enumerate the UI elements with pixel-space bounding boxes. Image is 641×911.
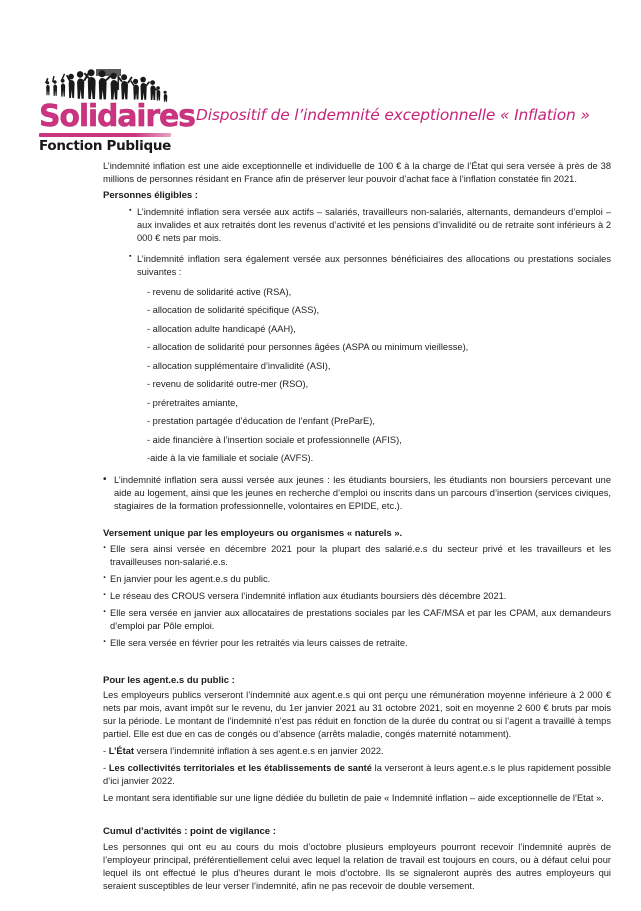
document-body <box>0 154 641 893</box>
agents-paragraph: Les employeurs publics verseront l’indemnité aux agent.e.s qui ont perçu une rémunération moyenne inférieure à 2 000 € nets par mois, avant impôt sur le revenu, du 1er janvier 2021 au 31 octobre 2021, soit en moyenne 2 600 € bruts par mois sur la période. Le montant de l’indemnité n’est pas réduit en fonction de la durée du contrat ou si l’agent a travaillé à temps partiel. Elle est due en cas de congés ou d’absence (arrêts maladie, congés maternité notamment). <box>103 690 611 740</box>
list-item: - allocation de solidarité pour personnes âgées (ASPA ou minimum vieillesse), <box>147 342 469 353</box>
bullet-actifs: ▪ L’indemnité inflation sera versée aux actifs – salariés, travailleurs non-salariés, alternants, demandeurs d’emploi – aux invalides et aux retraités dont les revenus d’activité et les pensions d’invalidité ou de retraite sont inférieurs à 2 000 € nets par mois. <box>129 206 611 245</box>
list-item: · En janvier pour les agent.e.s du public. <box>103 573 611 586</box>
list-item: -aide à la vie familiale et sociale (AVFS). <box>147 453 314 464</box>
heading-personnes-eligibles: Personnes éligibles : <box>103 190 198 202</box>
spacer <box>103 513 611 524</box>
cumul-paragraph: Les personnes qui ont eu au cours du mois d’octobre plusieurs employeurs pourront recevoir l’indemnité auprès de l’employeur principal, préférentiellement celui avec lequel la relation de travail est toujours en cours, ou à défaut celui pour lequel ils ont effectué le plus d’heures durant le mois d’octobre. Ils se signaleront auprès des autres employeurs qui seraient susceptibles de leur verser l’indemnité, afin ne pas recevoir de double versement. <box>103 841 611 891</box>
agents-etat-bold: L’État <box>108 746 134 757</box>
heading-versement-unique: Versement unique par les employeurs ou organismes « naturels ». <box>103 528 403 540</box>
list-item: - allocation adulte handicapé (AAH), <box>147 323 296 334</box>
agents-collectivites-rest: la verseront à leurs agent.e.s le plus rapidement possible d’ici janvier 2022. <box>103 763 611 787</box>
spacer <box>103 805 611 822</box>
eligibility-bullets <box>129 206 611 278</box>
heading-cumul-activites: Cumul d’activités : point de vigilance : <box>103 826 276 838</box>
solidaires-logo <box>38 69 195 155</box>
agents-etat-line: - L’État versera l’indemnité inflation à ses agent.e.s en janvier 2022. <box>103 746 384 757</box>
list-item: - préretraites amiante, <box>147 397 238 408</box>
list-item: · Elle sera versée en février pour les retraités via leurs caisses de retraite. <box>103 637 611 650</box>
spacer <box>103 654 611 671</box>
agents-collectivites-bold: Les collectivités territoriales et les établissements de santé <box>108 763 372 774</box>
list-item: · Elle sera versée en janvier aux allocataires de prestations sociales par les CAF/MSA et par les CPAM, aux demandeurs d’emploi par Pôle emploi. <box>103 607 611 633</box>
document-header <box>0 0 641 154</box>
list-item: - prestation partagée d’éducation de l’enfant (PreParE), <box>147 416 375 427</box>
page-title: Dispositif de l’indemnité exceptionnelle « Inflation » <box>196 106 590 124</box>
agents-collectivites-line: - Les collectivités territoriales et les établissements de santé la verseront à leurs agent.e.s le plus rapidement possible d’ici janvier 2022. <box>103 763 611 787</box>
bullet-jeunes: • L’indemnité inflation sera aussi versée aux jeunes : les étudiants boursiers, les étudiants non boursiers percevant une aide au logement, ainsi que les jeunes en recherche d’emploi ou inscrits dans un parcours d’insertion (services civiques, stagiaires de la formation professionnelle, volontaires en EPIDE, etc.). <box>103 474 611 513</box>
agents-etat-rest: versera l’indemnité inflation à ses agent.e.s en janvier 2022. <box>134 746 384 757</box>
logo-wordmark: Solidaires <box>39 98 195 134</box>
allocations-list <box>147 286 611 466</box>
logo-subtitle: Fonction Publique <box>39 138 171 154</box>
heading-pour-les-agents: Pour les agent.e.s du public : <box>103 674 235 686</box>
list-item: - revenu de solidarité outre-mer (RSO), <box>147 379 309 390</box>
protest-crowd-icon <box>38 69 178 105</box>
agents-bulletin-paragraph: Le montant sera identifiable sur une ligne dédiée du bulletin de paie « Indemnité inflation – aide exceptionnelle de l’Etat ». <box>103 793 604 804</box>
bullet-allocations: ▪ L’indemnité inflation sera également versée aux personnes bénéficiaires des allocations ou prestations sociales suivantes : <box>129 253 611 279</box>
logo-underline <box>39 133 171 137</box>
lead-paragraph: L’indemnité inflation est une aide exceptionnelle et individuelle de 100 € à la charge de l’État qui sera versée à près de 38 millions de personnes résidant en France afin de préserver leur pouvoir d’achat face à l’inflation constatée fin 2021. <box>103 161 611 185</box>
list-item: - revenu de solidarité active (RSA), <box>147 286 292 297</box>
list-item: - allocation de solidarité spécifique (ASS), <box>147 305 320 316</box>
list-item: · Le réseau des CROUS versera l’indemnité inflation aux étudiants boursiers dès décembre 2021. <box>103 590 611 603</box>
versement-list <box>103 543 611 650</box>
list-item: - allocation supplémentaire d’invalidité (ASI), <box>147 360 331 371</box>
list-item: · Elle sera ainsi versée en décembre 2021 pour la plupart des salarié.e.s du secteur privé et les travailleurs et les travailleuses non-salarié.e.s. <box>103 543 611 569</box>
list-item: - aide financière à l’insertion sociale et professionnelle (AFIS), <box>147 434 402 445</box>
